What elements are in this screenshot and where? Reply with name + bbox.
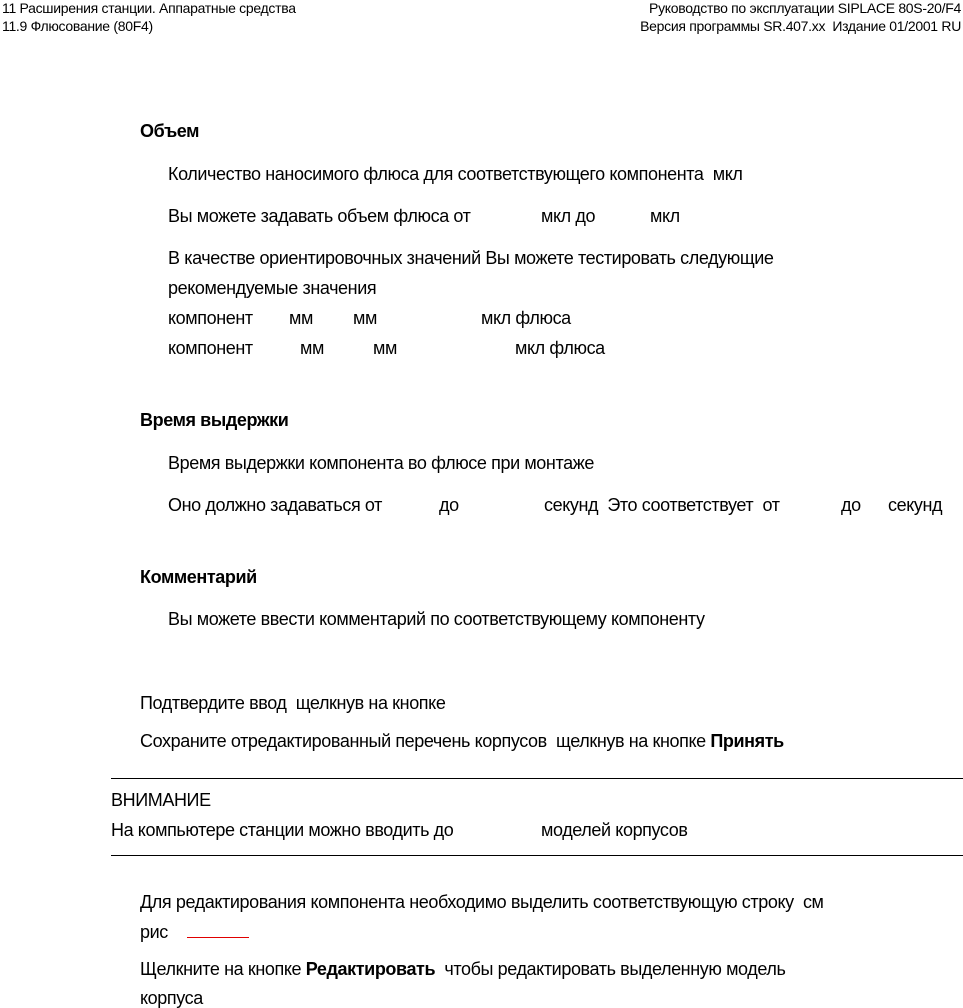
edit-button-ref: Редактировать bbox=[305, 959, 436, 979]
section-title: Время выдержки bbox=[140, 410, 289, 430]
accept-button-ref: Принять bbox=[710, 731, 784, 751]
instruction-text: Сохраните отредактированный перечень корпусов щелкнув на кнопке bbox=[140, 731, 711, 751]
cell: компонент bbox=[168, 308, 253, 328]
paragraph: мкл bbox=[650, 206, 680, 226]
warning-title: ВНИМАНИЕ bbox=[111, 790, 211, 810]
instruction-text: Щелкните на кнопке bbox=[140, 959, 306, 979]
cell: мм bbox=[353, 308, 377, 328]
divider bbox=[111, 778, 963, 779]
paragraph: до bbox=[841, 495, 861, 515]
paragraph: корпуса bbox=[140, 988, 203, 1008]
paragraph: Время выдержки компонента во флюсе при монтаже bbox=[168, 453, 594, 473]
paragraph: Количество наносимого флюса для соответствующего компонента мкл bbox=[168, 164, 743, 184]
paragraph: секунд Это соответствует от bbox=[544, 495, 780, 515]
paragraph: рекомендуемые значения bbox=[168, 278, 377, 298]
paragraph: Вы можете ввести комментарий по соответствующему компоненту bbox=[168, 609, 705, 629]
warning-text: На компьютере станции можно вводить до bbox=[111, 820, 454, 840]
section-title: Комментарий bbox=[140, 567, 257, 587]
paragraph: рис bbox=[140, 922, 168, 942]
cell: мм bbox=[289, 308, 313, 328]
save-instruction bbox=[140, 731, 784, 751]
paragraph: Вы можете задавать объем флюса от bbox=[168, 206, 471, 226]
section-title: Объем bbox=[140, 121, 200, 141]
figure-reference-placeholder bbox=[187, 937, 249, 938]
cell: компонент bbox=[168, 338, 253, 358]
cell: мкл флюса bbox=[515, 338, 605, 358]
warning-text: моделей корпусов bbox=[541, 820, 688, 840]
paragraph bbox=[140, 959, 785, 979]
cell: мм bbox=[300, 338, 324, 358]
paragraph: секунд bbox=[888, 495, 943, 515]
header-version: Версия программы SR.407.xx Издание 01/2001 RU bbox=[640, 18, 961, 34]
header-chapter: 11 Расширения станции. Аппаратные средства bbox=[2, 0, 296, 16]
header-section: 11.9 Флюсование (80F4) bbox=[2, 18, 153, 34]
paragraph: Оно должно задаваться от bbox=[168, 495, 382, 515]
confirm-instruction: Подтвердите ввод щелкнув на кнопке bbox=[140, 693, 446, 713]
instruction-text: чтобы редактировать выделенную модель bbox=[435, 959, 786, 979]
paragraph: В качестве ориентировочных значений Вы можете тестировать следующие bbox=[168, 248, 774, 268]
paragraph: мкл до bbox=[541, 206, 596, 226]
divider bbox=[111, 855, 963, 856]
paragraph: Для редактирования компонента необходимо выделить соответствующую строку см bbox=[140, 892, 824, 912]
cell: мкл флюса bbox=[481, 308, 571, 328]
cell: мм bbox=[373, 338, 397, 358]
header-manual-title: Руководство по эксплуатации SIPLACE 80S-20/F4 bbox=[649, 0, 961, 16]
paragraph: до bbox=[439, 495, 459, 515]
